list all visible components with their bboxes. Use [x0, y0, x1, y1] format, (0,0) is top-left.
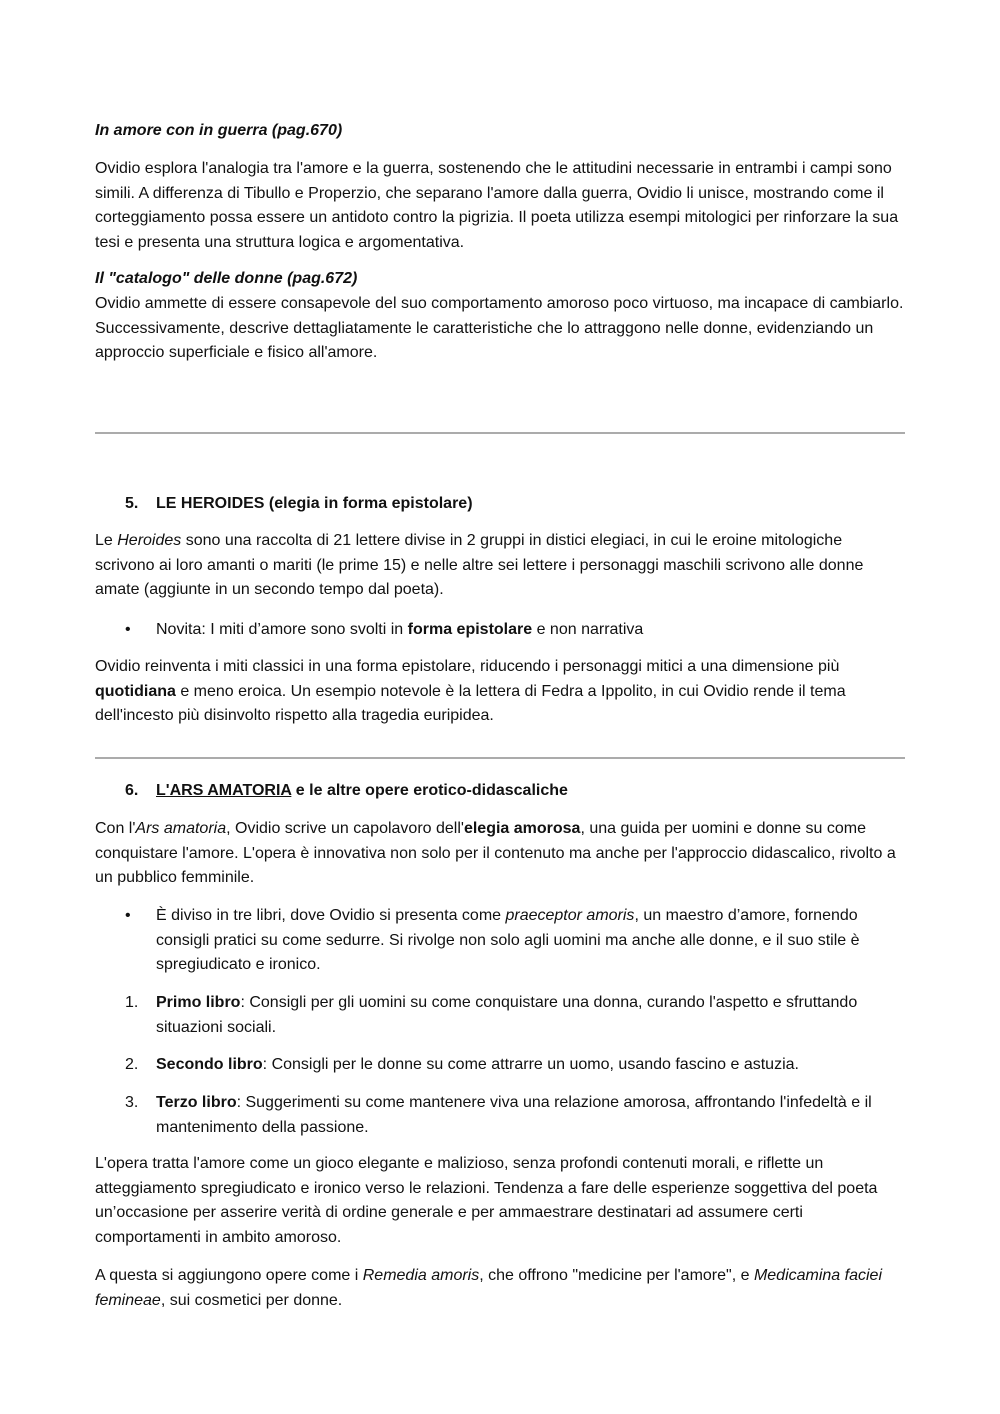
list-number: 3.	[125, 1094, 139, 1111]
book-label: Primo libro	[156, 994, 241, 1011]
section-heading-heroides	[125, 492, 473, 516]
section-number: 6.	[125, 782, 139, 799]
horizontal-divider	[95, 757, 905, 759]
italic-term: praeceptor amoris	[505, 907, 635, 924]
list-number: 1.	[125, 994, 139, 1011]
list-number: 2.	[125, 1056, 139, 1073]
text-run: , una guida per uomini e donne su come conquistare l'amore. L'opera è innovativa non solo per il contenuto ma anche per l'approccio didascalico, rivolto a un pubblico femminile.	[95, 820, 896, 886]
bold-term: elegia amorosa	[463, 820, 581, 837]
text-run: sono una raccolta di 21 lettere divise in 2 gruppi in distici elegiaci, in cui le eroine mitologiche scrivono ai loro amanti o mariti (le prime 15) e nelle altre sei lettere i personaggi maschili scrivono alle donne amate (aggiunte in un secondo tempo dal poeta).	[95, 532, 864, 598]
text-run: , Ovidio scrive un capolavoro dell'	[226, 820, 464, 837]
italic-title: Medicamina faciei femineae	[95, 1267, 882, 1309]
section-number: 5.	[125, 495, 139, 512]
text-run: Novita: I miti d’amore sono svolti in	[156, 621, 408, 638]
paragraph-catalogo: Ovidio ammette di essere consapevole del suo comportamento amoroso poco virtuoso, ma incapace di cambiarlo. Successivamente, descrive dettagliatamente le caratteristiche che lo attraggono nelle donne, evidenziando un approccio superficiale e fisico all'amore.	[95, 295, 904, 361]
text-run: Ovidio reinventa i miti classici in una forma epistolare, riducendo i personaggi mitici a una dimensione più	[95, 658, 840, 675]
bullet-marker: •	[125, 907, 131, 924]
text-run: , un maestro d’amore, fornendo consigli pratici su come sedurre. Si rivolge non solo agli uomini ma anche alle donne, e il suo stile è spregiudicato e ironico.	[156, 907, 860, 973]
bold-term: quotidiana	[95, 682, 176, 700]
bullet-item	[125, 904, 905, 978]
book-text: : Consigli per gli uomini su come conquistare una donna, curando l'aspetto e sfruttando situazioni sociali.	[156, 994, 858, 1036]
italic-title: Ars amatoria	[135, 820, 227, 837]
section-title: LE HEROIDES (elegia in forma epistolare)	[156, 495, 473, 512]
text-run: Con l'	[95, 820, 136, 837]
text-run: , sui cosmetici per donne.	[160, 1291, 343, 1309]
text-run: Le	[95, 532, 118, 549]
section-title-rest: e le altre opere erotico-didascaliche	[291, 782, 568, 799]
book-text: : Consigli per le donne su come attrarre un uomo, usando fascino e astuzia.	[262, 1056, 799, 1073]
bold-term: forma epistolare	[407, 621, 533, 638]
section-heading-ars-amatoria	[125, 779, 568, 803]
italic-title: Heroides	[117, 532, 182, 549]
paragraph-ars-intro	[95, 817, 905, 891]
book-text: : Suggerimenti su come mantenere viva una relazione amorosa, affrontando l'infedeltà e il mantenimento della passione.	[156, 1094, 872, 1136]
bullet-marker: •	[125, 621, 131, 638]
paragraph-other-works	[95, 1264, 905, 1313]
section-title-underlined: L'ARS AMATORIA	[156, 782, 292, 799]
bullet-item	[125, 618, 905, 643]
book-label: Secondo libro	[156, 1056, 263, 1073]
heading-catalogo: Il "catalogo" delle donne (pag.672)	[95, 270, 358, 287]
paragraph-love-war: Ovidio esplora l'analogia tra l'amore e la guerra, sostenendo che le attitudini necessarie in entrambi i campi sono simili. A differenza di Tibullo e Properzio, che separano l'amore dalla guerra, Ovidio li unisce, mostrando come il corteggiamento possa essere un antidoto contro la pigrizia. Il poeta utilizza esempi mitologici per rinforzare la sua tesi e presenta una struttura logica e argomentativa.	[95, 160, 899, 251]
paragraph-heroides-intro	[95, 529, 905, 603]
text-run: e non narrativa	[532, 621, 644, 638]
text-run: A questa si aggiungono opere come i	[95, 1267, 363, 1284]
horizontal-divider	[95, 432, 905, 434]
text-run: È diviso in tre libri, dove Ovidio si presenta come	[156, 907, 506, 924]
text-run: e meno eroica. Un esempio notevole è la lettera di Fedra a Ippolito, in cui Ovidio rende il tema dell'incesto più disinvolto rispetto alla tragedia euripidea.	[95, 682, 846, 724]
numbered-item-book-3	[125, 1091, 905, 1140]
book-label: Terzo libro	[156, 1094, 237, 1111]
italic-title: Remedia amoris	[362, 1267, 480, 1284]
paragraph-heroides-detail	[95, 655, 905, 729]
numbered-item-book-2	[125, 1053, 905, 1078]
numbered-item-book-1	[125, 991, 905, 1040]
heading-love-war: In amore con in guerra (pag.670)	[95, 122, 343, 139]
paragraph-ars-analysis: L'opera tratta l'amore come un gioco elegante e malizioso, senza profondi contenuti morali, e riflette un atteggiamento spregiudicato e ironico verso le relazioni. Tendenza a fare delle esperienze soggettiva del poeta un’occasione per asserire verità di ordine generale e per ammaestrare destinatari ad assumere certi comportamenti in ambito amoroso.	[95, 1155, 878, 1246]
text-run: , che offrono "medicine per l'amore", e	[479, 1267, 754, 1284]
